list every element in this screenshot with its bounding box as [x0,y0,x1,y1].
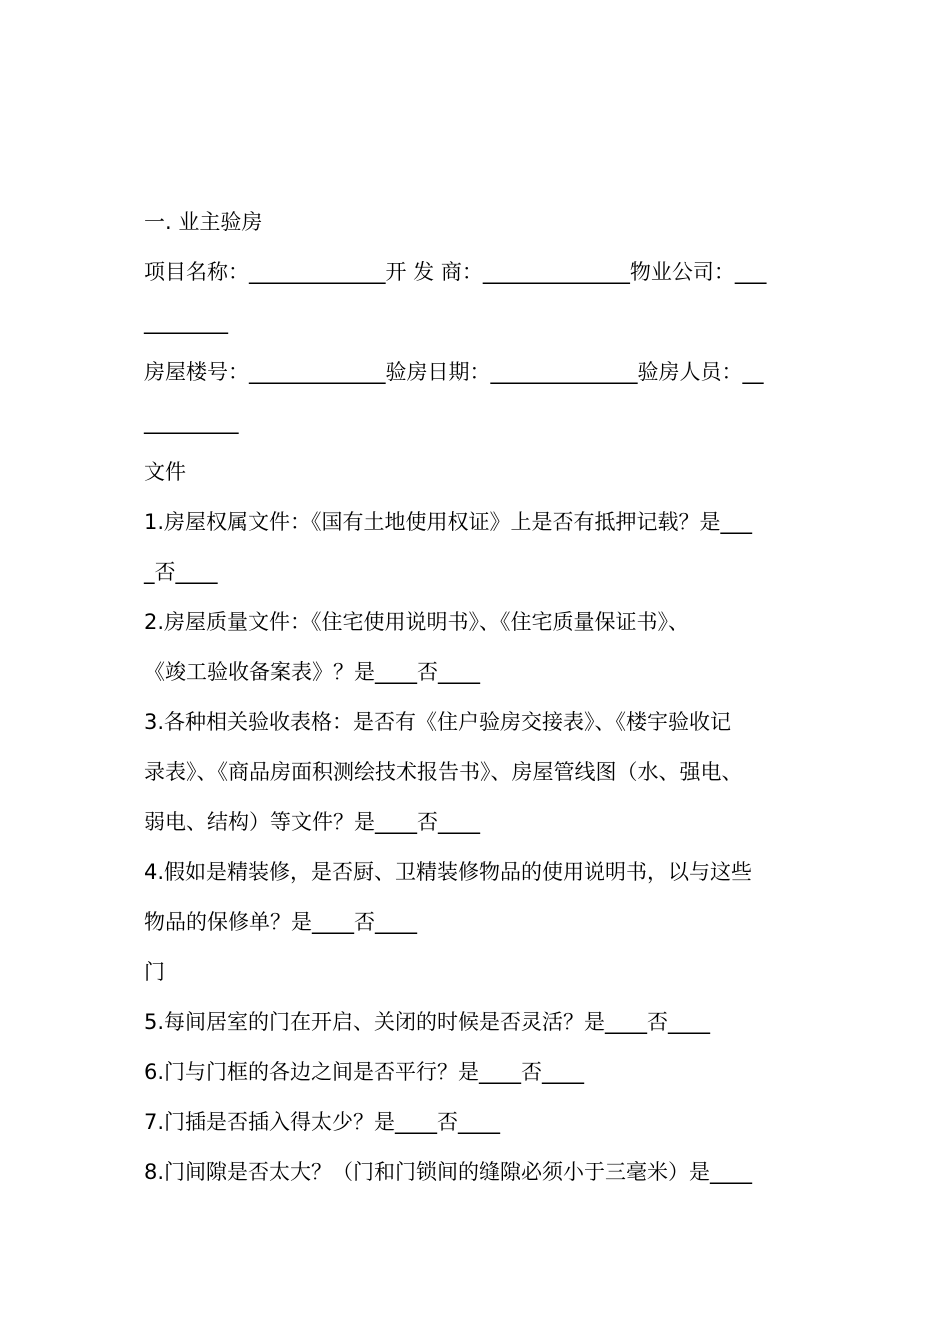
form-field-row-continued: ________ [144,310,228,334]
checklist-item-continued: 《竣工验收备案表》？是____否____ [144,660,480,684]
form-field-row: 项目名称：_____________开 发 商：______________物业公司：___ [144,260,767,284]
checklist-item: 2.房屋质量文件：《住宅使用说明书》、《住宅质量保证书》、 [144,610,690,634]
subsection-heading: 文件 [144,460,186,484]
checklist-item: 1.房屋权属文件：《国有土地使用权证》上是否有抵押记载？是___ [144,510,753,534]
section-heading: 一. 业主验房 [144,210,263,234]
checklist-item: 3.各种相关验收表格：是否有《住户验房交接表》、《楼宇验收记 [144,710,732,734]
checklist-item-continued: _否____ [144,560,218,584]
checklist-item-continued: 弱电、结构）等文件？是____否____ [144,810,480,834]
checklist-item: 5.每间居室的门在开启、关闭的时候是否灵活？是____否____ [144,1010,711,1034]
subsection-heading: 门 [144,960,165,984]
checklist-item: 4.假如是精装修，是否厨、卫精装修物品的使用说明书，以与这些 [144,860,753,884]
form-field-row: 房屋楼号：_____________验房日期：______________验房人员：__ [144,360,764,384]
checklist-item: 6.门与门框的各边之间是否平行？是____否____ [144,1060,585,1084]
checklist-item-continued: 录表》、《商品房面积测绘技术报告书》、房屋管线图（水、强电、 [144,760,743,784]
checklist-item-continued: 物品的保修单？是____否____ [144,910,417,934]
checklist-item: 8.门间隙是否太大？（门和门锁间的缝隙必须小于三毫米）是____ [144,1160,753,1184]
form-field-row-continued: _________ [144,410,239,434]
checklist-item: 7.门插是否插入得太少？是____否____ [144,1110,501,1134]
